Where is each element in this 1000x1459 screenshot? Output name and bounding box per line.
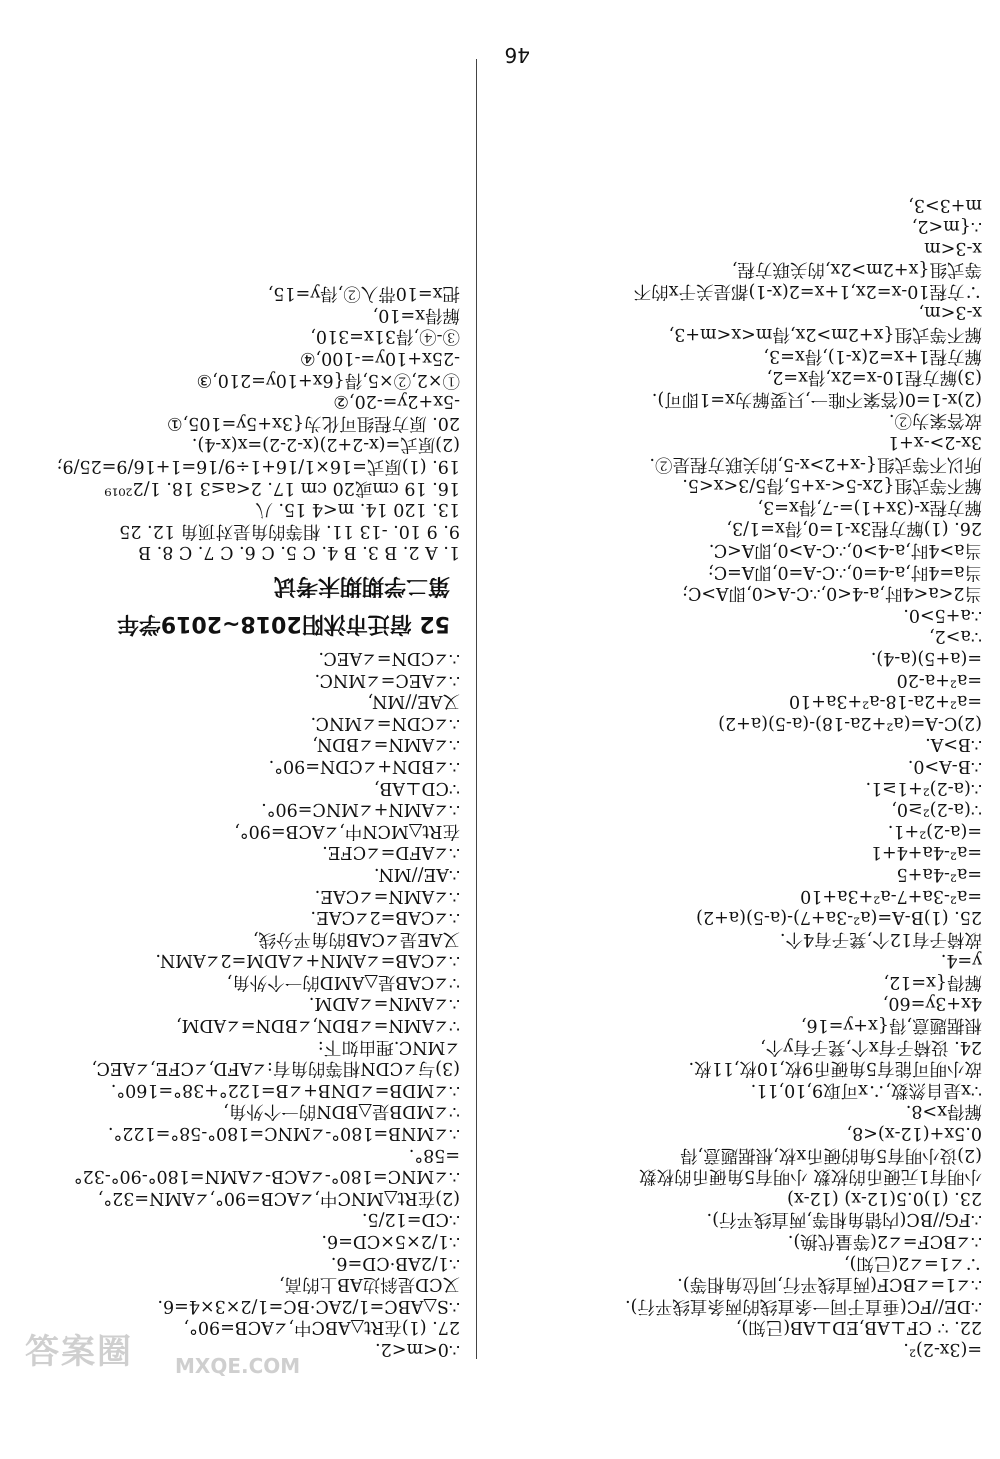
- text-line: =a²-3a+7-a²+3a+10: [800, 885, 982, 906]
- text-line: (2)x-1=0(答案不唯一,只要解为x=1即可).: [651, 388, 982, 409]
- text-line: ∴∠AMN=∠CAE.: [314, 885, 460, 906]
- section-heading: 52 宿迁市沭阳2018~2019学年: [116, 611, 450, 637]
- text-line: ∵x是自然数,∴x可取9,10,11.: [750, 1079, 982, 1100]
- text-line: 当a=4时,a-4=0,∴C-A=0,即A=C;: [707, 561, 982, 582]
- text-line: 根据题意,得{x+y=16,: [800, 1015, 982, 1036]
- text-line: 在Rt△MCN中,∠ACB=90°,: [234, 820, 460, 841]
- text-line: ∴{m<2,: [911, 216, 982, 237]
- text-line: (2)在Rt△MNC中,∠ACB=90°,∠AMN=32°,: [97, 1187, 460, 1208]
- text-line: ∴∠MNB=180°-∠MNC=180°-58°=122°.: [107, 1123, 460, 1144]
- text-line: ∴1/2AB·CD=6.: [330, 1252, 460, 1273]
- text-line: ∴B-A>0.: [907, 755, 982, 776]
- text-line: ∴0<m<2.: [375, 1339, 460, 1359]
- text-line: ∴(a-2)²+1≥1.: [865, 777, 982, 798]
- text-line: 当a>4时,a-4>0,∴C-A>0,即A<C.: [708, 540, 982, 561]
- text-line: ∴∠AMN=∠ADM.: [308, 993, 460, 1014]
- text-line: ∴∠BCF=∠2(等量代换).: [787, 1231, 982, 1252]
- watermark-text: 答案圈: [25, 1332, 133, 1372]
- text-line: m+3>3,: [908, 194, 982, 215]
- text-line: 26. (1)解方程3x-1=0,得x=1/3,: [726, 518, 982, 539]
- text-line: 解得{x=12,: [883, 971, 982, 992]
- text-line: ∵∠MDB是△BDN的一个外角,: [223, 1101, 460, 1122]
- text-line: 1. A 2. B 3. B 4. C 5. C 6. C 7. C 8. B: [138, 542, 460, 563]
- text-line: ∴S△ABC=1/2AC·BC=1/2×3×4=6.: [157, 1295, 460, 1316]
- text-line: ③-④,得31x=310,: [310, 326, 460, 347]
- text-line: ∴∠AFD=∠CFE.: [322, 842, 460, 863]
- text-line: y=4.: [940, 950, 982, 971]
- text-line: 所以不等式组{-x+2>x-5,的关联方程是②.: [649, 453, 982, 474]
- text-line: x-3<m: [924, 237, 982, 258]
- watermark-url: MXQE.COM: [175, 1354, 301, 1378]
- text-line: 13. 120 14. m<4 15. 八: [255, 499, 460, 520]
- text-line: ∴∠CDN=∠AEC.: [318, 648, 460, 668]
- text-line: ∵CD⊥AB,: [373, 777, 460, 798]
- text-line: 16. 19 cm或20 cm 17. 2<a≤3 18. 1/2²⁰¹⁹: [104, 477, 460, 498]
- text-line: ∴∠CDN=∠MNC.: [310, 712, 460, 733]
- text-line: 解不等式组{2x-5<-x+5,得5/3<x<5.: [682, 475, 982, 496]
- text-line: ∴∠CAB=2∠CAE.: [310, 907, 460, 928]
- text-line: ∴CD=12/5.: [361, 1209, 460, 1230]
- text-line: 小明有1元硬币的枚数 小明有5角硬币的枚数: [639, 1166, 982, 1187]
- right-column: [10, 282, 460, 1359]
- text-line: 当2<a<4时,a-4<0,∴C-A<0,即A>C;: [682, 583, 982, 604]
- text-line: 9. 9 10. -13 11. 相等的角是对顶角 12. 25: [119, 520, 460, 541]
- text-line: ∵a>2,: [929, 626, 982, 647]
- text-line: 故答案为②.: [888, 410, 982, 431]
- text-line: x-3<m,: [918, 302, 982, 323]
- text-line: 25. (1)B-A=(a²-3a+7)-(a-5)(a+2): [696, 907, 982, 928]
- text-line: 20. 原方程组可化为{3x+5y=105,①: [166, 412, 460, 433]
- text-line: (3)与∠CDN相等的角有:∠AFD,∠CFE,∠AEC,: [91, 1058, 460, 1079]
- text-line: 19. (1)原式=16×1/16+1÷9/16=1+16/9=25/9;: [56, 456, 460, 477]
- text-line: ∴∠BDN+∠CDN=90°.: [268, 755, 460, 776]
- text-line: ∴∠AMN+∠MNC=90°.: [261, 799, 460, 820]
- text-line: 23. (1)0.5(12-x) (12-x): [787, 1187, 982, 1208]
- text-line: 22. ∵ CF⊥AB,ED⊥AB(已知),: [735, 1317, 982, 1338]
- text-line: 解不等式组{x+2m>2x,得m<x<m+3,: [668, 324, 982, 345]
- text-line: 又AE//MN,: [367, 691, 460, 712]
- text-line: ∴a+5>0.: [903, 604, 982, 625]
- text-line: ∴B>A.: [925, 734, 982, 755]
- text-line: ∴∠AEC=∠MNC.: [314, 669, 460, 690]
- text-line: ∴∠MDB=∠DNB+∠B=122°+38°=160°.: [110, 1079, 460, 1100]
- text-line: =(a+5)(a-4).: [870, 648, 982, 668]
- text-line: ∵∠CAB是△AMD的一个外角,: [226, 971, 460, 992]
- text-line: 又CD是斜边AB上的高,: [279, 1274, 460, 1295]
- text-line: ∴∠1=∠BCF(两直线平行,同位角相等).: [677, 1274, 982, 1295]
- text-line: 解得x>8.: [905, 1101, 982, 1122]
- section-heading: 第二学期期末考试: [273, 573, 450, 599]
- text-line: 0.5x+(12-x)<8,: [846, 1123, 982, 1144]
- text-line: ∴DE//FC(垂直于同一条直线的两条直线平行).: [625, 1295, 982, 1316]
- text-line: ∴AE//MN.: [373, 863, 460, 884]
- left-column: [492, 193, 982, 1359]
- text-line: ∴FG//BC(内错角相等,两直线平行).: [706, 1209, 982, 1230]
- text-line: 故椅子有12个,凳子有4个.: [779, 928, 982, 949]
- text-line: =a²-4a+5: [896, 863, 982, 884]
- text-line: ∠MNC.理由如下:: [317, 1036, 460, 1057]
- text-line: 3x-2>-x+1: [888, 432, 982, 453]
- text-line: (2)C-A=(a²+2a-18)-(a-5)(a+2): [718, 712, 982, 733]
- text-line: 又AE是∠CAB的角平分线,: [252, 928, 460, 949]
- text-line: ∵(a-2)²≥0,: [891, 799, 982, 820]
- text-line: 24. 设椅子有x个,凳子有y个,: [760, 1036, 982, 1057]
- page-number: 46: [504, 43, 530, 67]
- text-line: =(a-2)²+1.: [887, 820, 982, 841]
- text-line: ∵方程10-x=2x,1+x=2(x-1)都是关于x的不: [633, 280, 982, 301]
- text-line: (3)解方程10-x=2x,得x=2,: [766, 367, 982, 388]
- text-line: 把x=10带入②,得y=15,: [267, 283, 460, 304]
- text-line: 解得x=10,: [372, 304, 460, 325]
- text-line: 4x+3y=60,: [882, 993, 982, 1014]
- text-line: ①×2,②×5,得{6x+10y=210,③: [196, 369, 460, 390]
- text-line: -25x+10y=-100,④: [299, 348, 460, 369]
- text-line: ∴∠CAB=∠AMN+∠ADM=2∠AMN.: [155, 950, 460, 971]
- text-line: =a²+a-20: [896, 669, 982, 690]
- text-line: 解方程1+x=2(x-1),得x=3,: [763, 345, 982, 366]
- text-line: =a²-4a+4+1: [870, 842, 982, 863]
- text-line: =(3x-2)².: [903, 1339, 982, 1359]
- text-line: (2)原式=(x-2+2)(x-2-2)=x(x-4).: [191, 434, 460, 455]
- text-line: 解方程x-(3x+1)=-7,得x=3,: [757, 496, 982, 517]
- text-line: ∵∠AMN=∠BDN,∠BDN=∠ADM,: [176, 1015, 460, 1036]
- text-line: 故小明可能有5角硬币9枚,10枚,11枚.: [688, 1058, 982, 1079]
- text-line: -5x+2y=-20,②: [333, 391, 460, 412]
- text-line: =58°.: [408, 1144, 460, 1165]
- text-line: ∴∠AMN=∠BDN,: [312, 734, 460, 755]
- text-line: 27. (1)在Rt△ABC中,∠ACB=90°,: [183, 1317, 460, 1338]
- text-line: ∵∠1=∠2(已知),: [844, 1252, 982, 1273]
- text-line: =a²+2a-18-a²+3a+10: [788, 691, 982, 712]
- text-line: 等式组{x+2m>2x,的关联方程,: [731, 259, 982, 280]
- column-divider: [476, 59, 477, 1359]
- text-line: (2)设小明有5角的硬币x枚,根据题意,得: [680, 1144, 982, 1165]
- text-line: ∴∠MNC=180°-∠ACB-∠AMN=180°-90°-32°: [73, 1166, 460, 1187]
- text-line: ∴1/2×5×CD=6.: [321, 1231, 460, 1252]
